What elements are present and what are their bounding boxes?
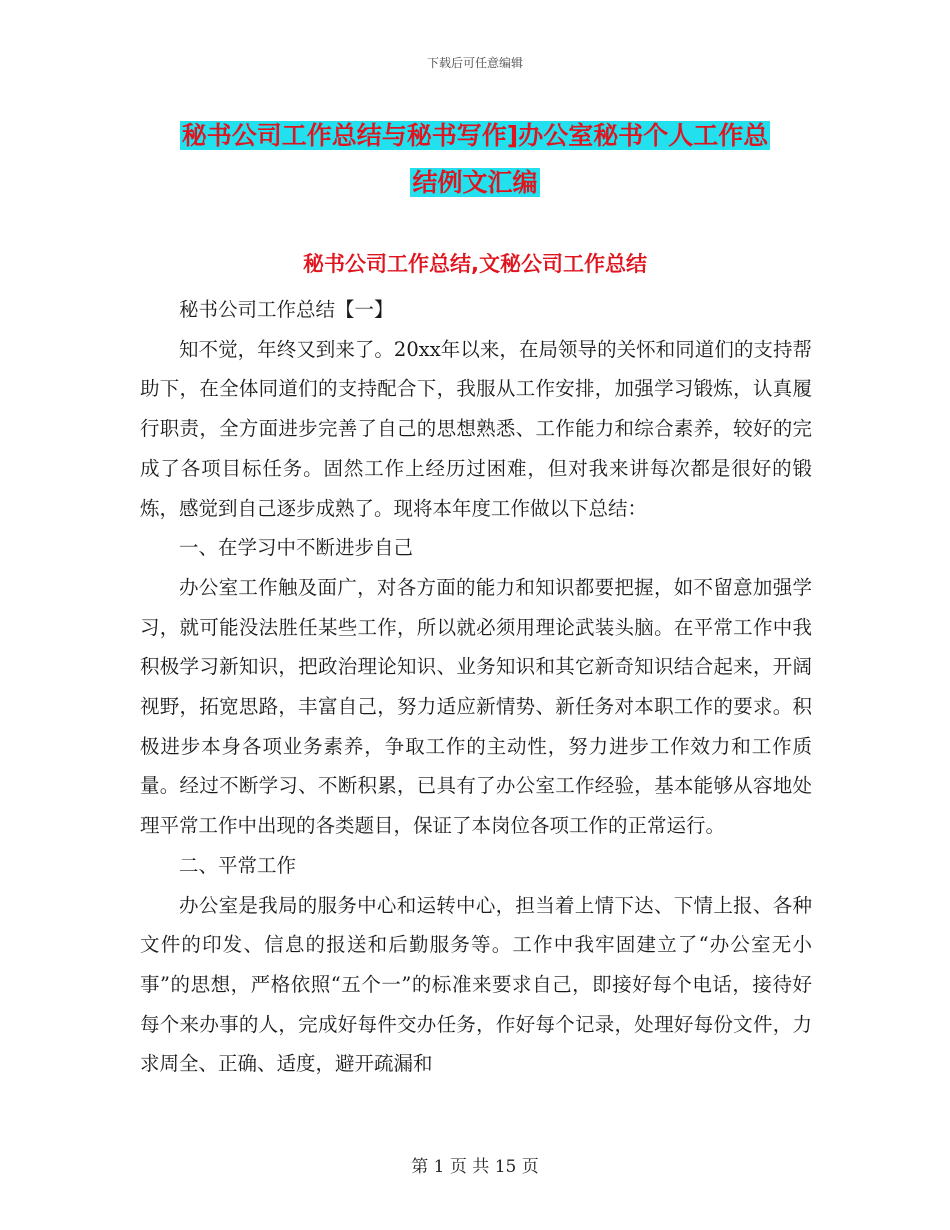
document-title xyxy=(140,112,810,206)
paragraph: 办公室工作触及面广，对各方面的能力和知识都要把握，如不留意加强学习，就可能没法胜任某些工作，所以就必须用理论武装头脑。在平常工作中我积极学习新知识，把政治理论知识、业务知识和其它新奇知识结合起来，开阔视野，拓宽思路，丰富自己，努力适应新情势、新任务对本职工作的要求。积极进步本身各项业务素养，争取工作的主动性，努力进步工作效力和工作质量。经过不断学习、不断积累，已具有了办公室工作经验，基本能够从容地处理平常工作中出现的各类题目，保证了本岗位各项工作的正常运行。 xyxy=(140,575,812,838)
page-footer: 第 1 页 共 15 页 xyxy=(411,1157,539,1177)
section-subtitle: 秘书公司工作总结,文秘公司工作总结 xyxy=(303,252,647,276)
paragraph: 知不觉，年终又到来了。20xx年以来，在局领导的关怀和同道们的支持帮助下，在全体同道们的支持配合下，我服从工作安排，加强学习锻炼，认真履行职责，全方面进步完善了自己的思想熟悉、工作能力和综合素养，较好的完成了各项目标任务。固然工作上经历过困难，但对我来讲每次都是很好的锻炼，感觉到自己逐步成熟了。现将本年度工作做以下总结： xyxy=(140,337,812,520)
paragraph: 办公室是我局的服务中心和运转中心，担当着上情下达、下情上报、各种文件的印发、信息的报送和后勤服务等。工作中我牢固建立了“办公室无小事”的思想，严格依照“五个一”的标准来要求自己，即接好每个电话，接待好每个来办事的人，完成好每件交办任务，作好每个记录，处理好每份文件，力求周全、正确、适度，避开疏漏和 xyxy=(140,893,812,1076)
paragraph: 秘书公司工作总结【一】 xyxy=(179,298,394,321)
paragraph: 一、在学习中不断进步自己 xyxy=(179,536,414,560)
title-line-2: 结例文汇编 xyxy=(412,168,538,197)
document-body xyxy=(140,290,812,1084)
header-note: 下载后可任意编辑 xyxy=(426,56,523,70)
paragraph: 二、平常工作 xyxy=(179,853,297,877)
title-line-1: 秘书公司工作总结与秘书写作]办公室秘书个人工作总 xyxy=(181,121,769,150)
